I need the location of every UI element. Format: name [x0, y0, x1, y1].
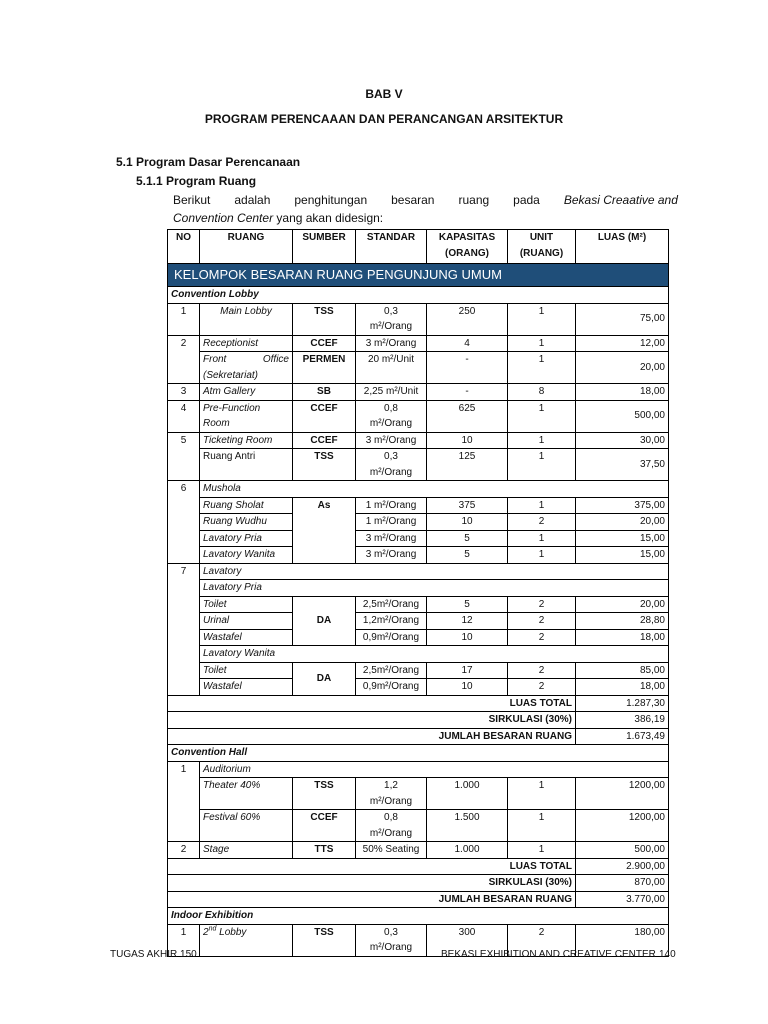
- cell-luas: 180,00: [576, 924, 669, 956]
- cell-standar: 1 m²/Orang: [356, 497, 427, 514]
- cell-ruang: Festival 60%: [200, 810, 293, 842]
- summary-label: SIRKULASI (30%): [168, 712, 576, 729]
- cell-no: 1: [168, 761, 200, 842]
- cell-sumber: DA: [293, 662, 356, 695]
- summary-label: SIRKULASI (30%): [168, 875, 576, 892]
- page-number: 140: [659, 949, 676, 960]
- cell-standar: 3 m²/Orang: [356, 530, 427, 547]
- cell-luas: 20,00: [576, 596, 669, 613]
- cell-luas: 85,00: [576, 662, 669, 679]
- cell-unit: 1: [508, 547, 576, 564]
- cell-standar: [356, 449, 427, 481]
- cell-kapasitas: 5: [427, 596, 508, 613]
- intro-word: Berikut: [173, 193, 211, 207]
- table-row: [168, 613, 669, 630]
- summary-label: LUAS TOTAL: [168, 858, 576, 875]
- cell-ruang: Wastafel: [200, 679, 293, 696]
- summary-value: 1.673,49: [576, 728, 669, 745]
- cell-kapasitas: 1.000: [427, 842, 508, 859]
- std-value: 0,8: [384, 812, 398, 823]
- cell-kapasitas: 375: [427, 497, 508, 514]
- summary-row: [168, 712, 669, 729]
- intro-italic-1: Bekasi Creaative and: [563, 193, 678, 207]
- cell-kapasitas: 125: [427, 449, 508, 481]
- cell-unit: 1: [508, 530, 576, 547]
- cell-kapasitas: 10: [427, 514, 508, 531]
- cell-sumber: PERMEN: [293, 352, 356, 384]
- cell-kapasitas: -: [427, 384, 508, 401]
- cell-luas: 500,00: [576, 400, 669, 432]
- table-row: [168, 352, 669, 384]
- std-value: 0,3: [384, 926, 398, 938]
- table-row: [168, 778, 669, 810]
- cell-luas: 1200,00: [576, 778, 669, 810]
- cell-standar: [356, 400, 427, 432]
- std-value: 0,3: [384, 451, 398, 462]
- cell-ruang: [200, 924, 293, 956]
- header-ruang: RUANG: [200, 230, 293, 264]
- cell-standar: 20 m²/Unit: [356, 352, 427, 384]
- cell-sumber: DA: [293, 596, 356, 646]
- std-value: 0,8: [384, 402, 398, 414]
- table-row: [168, 810, 669, 842]
- cell-kapasitas: 1.500: [427, 810, 508, 842]
- cell-standar: 2,5m²/Orang: [356, 596, 427, 613]
- table-row: [168, 530, 669, 547]
- cell-standar: 0,9m²/Orang: [356, 629, 427, 646]
- cell-unit: 1: [508, 778, 576, 810]
- subsection-heading: 5.1.1 Program Ruang: [136, 174, 257, 188]
- cell-standar: 50% Seating: [356, 842, 427, 859]
- cell-no: 1: [168, 303, 200, 335]
- cell-standar: 3 m²/Orang: [356, 335, 427, 352]
- cell-standar: 2,5m²/Orang: [356, 662, 427, 679]
- header-no: NO: [168, 230, 200, 264]
- cell-sumber: CCEF: [293, 335, 356, 352]
- cell-no: 1: [168, 924, 200, 956]
- summary-label: LUAS TOTAL: [168, 695, 576, 712]
- cell-standar: [356, 303, 427, 335]
- cell-unit: 1: [508, 400, 576, 432]
- lobby-number: 2: [203, 926, 209, 938]
- table-row: [168, 679, 669, 696]
- cell-ruang: Lavatory Wanita: [200, 646, 669, 663]
- cell-kapasitas: 5: [427, 530, 508, 547]
- table-row: [168, 761, 669, 778]
- cell-kapasitas: 12: [427, 613, 508, 630]
- cell-unit: 1: [508, 335, 576, 352]
- cell-luas: 15,00: [576, 530, 669, 547]
- cell-luas: 30,00: [576, 432, 669, 449]
- cell-standar: 3 m²/Orang: [356, 432, 427, 449]
- cell-ruang: Ruang Wudhu: [200, 514, 293, 531]
- std-unit: m²/Orang: [369, 942, 413, 953]
- header-kapasitas: KAPASITAS (ORANG): [427, 230, 508, 264]
- summary-row: [168, 875, 669, 892]
- std-unit: m²/Orang: [369, 795, 413, 807]
- cell-no: 5: [168, 432, 200, 481]
- cell-unit: 2: [508, 514, 576, 531]
- cell-luas: 75,00: [576, 303, 669, 335]
- cell-no: 7: [168, 563, 200, 695]
- subgroup-row: [168, 908, 669, 925]
- cell-standar: 0,9m²/Orang: [356, 679, 427, 696]
- summary-label: JUMLAH BESARAN RUANG: [168, 891, 576, 908]
- cell-standar: 2,25 m²/Unit: [356, 384, 427, 401]
- cell-luas: 18,00: [576, 629, 669, 646]
- cell-ruang: Wastafel: [200, 629, 293, 646]
- cell-ruang: Main Lobby: [200, 303, 293, 335]
- subgroup-row: [168, 287, 669, 304]
- cell-standar: 1 m²/Orang: [356, 514, 427, 531]
- summary-label: JUMLAH BESARAN RUANG: [168, 728, 576, 745]
- cell-unit: 1: [508, 842, 576, 859]
- cell-kapasitas: 250: [427, 303, 508, 335]
- lobby-label: Lobby: [216, 926, 247, 938]
- cell-unit: 8: [508, 384, 576, 401]
- cell-ruang: Receptionist: [200, 335, 293, 352]
- intro-word: ruang: [458, 193, 490, 207]
- table-row: [168, 580, 669, 597]
- cell-sumber: CCEF: [293, 400, 356, 432]
- cell-kapasitas: 17: [427, 662, 508, 679]
- subgroup-title: Indoor Exhibition: [168, 908, 669, 925]
- cell-ruang: Pre-Function Room: [200, 400, 293, 432]
- summary-row: [168, 891, 669, 908]
- cell-luas: 20,00: [576, 514, 669, 531]
- cell-ruang: Lavatory Pria: [200, 580, 669, 597]
- cell-standar: 1,2m²/Orang: [356, 613, 427, 630]
- lobby-ordinal: nd: [208, 925, 217, 933]
- cell-luas: 375,00: [576, 497, 669, 514]
- table-row: [168, 432, 669, 449]
- footer-left: TUGAS AKHIR 150: [110, 949, 197, 960]
- header-sumber: SUMBER: [293, 230, 356, 264]
- cell-ruang: Toilet: [200, 662, 293, 679]
- std-value: 1,2: [384, 780, 398, 791]
- cell-unit: 2: [508, 613, 576, 630]
- cell-ruang: Toilet: [200, 596, 293, 613]
- cell-kapasitas: 10: [427, 432, 508, 449]
- std-value: 0,3: [384, 305, 398, 317]
- subgroup-row: [168, 745, 669, 762]
- cell-standar: [356, 924, 427, 956]
- cell-ruang: Theater 40%: [200, 778, 293, 810]
- footer-right: BEKASI EXHIBITION AND CREATIVE CENTER: [441, 949, 656, 960]
- table-row: [168, 514, 669, 531]
- cell-unit: 1: [508, 810, 576, 842]
- cell-ruang: Lavatory: [200, 563, 669, 580]
- cell-no: 2: [168, 335, 200, 384]
- table-row: [168, 842, 669, 859]
- summary-value: 386,19: [576, 712, 669, 729]
- cell-unit: 1: [508, 352, 576, 384]
- subgroup-title: Convention Lobby: [168, 287, 669, 304]
- table-header-row: [168, 230, 669, 264]
- cell-kapasitas: 1.000: [427, 778, 508, 810]
- intro-rest: yang akan didesign:: [273, 211, 384, 225]
- std-unit: m²/Orang: [369, 466, 413, 478]
- cell-unit: 2: [508, 629, 576, 646]
- cell-ruang: Urinal: [200, 613, 293, 630]
- cell-luas: 1200,00: [576, 810, 669, 842]
- cell-luas: 28,80: [576, 613, 669, 630]
- summary-row: [168, 695, 669, 712]
- cell-unit: 2: [508, 679, 576, 696]
- cell-standar: [356, 778, 427, 810]
- cell-ruang: Auditorium: [200, 761, 669, 778]
- group-row: [168, 264, 669, 287]
- intro-word: penghitungan: [294, 193, 368, 207]
- cell-kapasitas: 625: [427, 400, 508, 432]
- cell-no: 6: [168, 481, 200, 564]
- std-unit: m²/Orang: [369, 827, 413, 839]
- cell-ruang: Ticketing Room: [200, 432, 293, 449]
- cell-sumber: TTS: [293, 842, 356, 859]
- summary-row: [168, 728, 669, 745]
- cell-ruang: Lavatory Wanita: [200, 547, 293, 564]
- subgroup-title: Convention Hall: [168, 745, 669, 762]
- chapter-heading: BAB V: [365, 87, 403, 101]
- summary-value: 3.770,00: [576, 891, 669, 908]
- cell-sumber: TSS: [293, 303, 356, 335]
- cell-unit: 1: [508, 449, 576, 481]
- cell-unit: 2: [508, 662, 576, 679]
- intro-line-2: [173, 209, 678, 227]
- table-row: [168, 547, 669, 564]
- intro-word: besaran: [391, 193, 435, 207]
- summary-row: [168, 858, 669, 875]
- cell-luas: 37,50: [576, 449, 669, 481]
- table-row: [168, 335, 669, 352]
- table-row: [168, 497, 669, 514]
- table-row: [168, 481, 669, 498]
- cell-ruang: Lavatory Pria: [200, 530, 293, 547]
- cell-unit: 1: [508, 497, 576, 514]
- cell-luas: 18,00: [576, 384, 669, 401]
- cell-ruang: Ruang Sholat: [200, 497, 293, 514]
- cell-kapasitas: 4: [427, 335, 508, 352]
- cell-kapasitas: 300: [427, 924, 508, 956]
- cell-ruang: Atm Gallery: [200, 384, 293, 401]
- intro-word: adalah: [234, 193, 271, 207]
- cell-ruang: Stage: [200, 842, 293, 859]
- cell-standar: [356, 810, 427, 842]
- cell-kapasitas: 10: [427, 679, 508, 696]
- cell-luas: 20,00: [576, 352, 669, 384]
- table-row: [168, 400, 669, 432]
- cell-sumber: SB: [293, 384, 356, 401]
- chapter-title: PROGRAM PERENCAAAN DAN PERANCANGAN ARSITEKTUR: [204, 112, 564, 126]
- cell-standar: 3 m²/Orang: [356, 547, 427, 564]
- cell-no: 3: [168, 384, 200, 401]
- cell-luas: 18,00: [576, 679, 669, 696]
- cell-sumber: CCEF: [293, 810, 356, 842]
- table-row: [168, 662, 669, 679]
- cell-sumber: CCEF: [293, 432, 356, 449]
- header-unit: UNIT (RUANG): [508, 230, 576, 264]
- intro-paragraph: [173, 191, 678, 227]
- table-row: [168, 563, 669, 580]
- header-luas: LUAS (M²): [576, 230, 669, 264]
- summary-value: 1.287,30: [576, 695, 669, 712]
- cell-sumber: TSS: [293, 449, 356, 481]
- table-row: [168, 629, 669, 646]
- cell-ruang: Front Office (Sekretariat): [200, 352, 293, 384]
- cell-kapasitas: 5: [427, 547, 508, 564]
- cell-unit: 2: [508, 924, 576, 956]
- cell-unit: 2: [508, 596, 576, 613]
- section-heading: 5.1 Program Dasar Perencanaan: [116, 155, 301, 169]
- cell-sumber: As: [293, 497, 356, 563]
- std-unit: m²/Orang: [369, 321, 413, 332]
- cell-sumber: TSS: [293, 924, 356, 956]
- table-row: [168, 303, 669, 335]
- summary-value: 2.900,00: [576, 858, 669, 875]
- cell-ruang: Mushola: [200, 481, 669, 498]
- cell-kapasitas: -: [427, 352, 508, 384]
- intro-line-1: [173, 191, 678, 209]
- table-row: [168, 384, 669, 401]
- group-title: KELOMPOK BESARAN RUANG PENGUNJUNG UMUM: [168, 264, 669, 287]
- cell-unit: 1: [508, 303, 576, 335]
- cell-sumber: TSS: [293, 778, 356, 810]
- intro-word: pada: [513, 193, 540, 207]
- table-row: [168, 646, 669, 663]
- cell-luas: 12,00: [576, 335, 669, 352]
- cell-ruang: Ruang Antri: [200, 449, 293, 481]
- cell-unit: 1: [508, 432, 576, 449]
- std-unit: m²/Orang: [369, 418, 413, 429]
- intro-italic-2: Convention Center: [173, 211, 274, 225]
- cell-kapasitas: 10: [427, 629, 508, 646]
- cell-no: 2: [168, 842, 200, 859]
- table-row: [168, 449, 669, 481]
- cell-luas: 500,00: [576, 842, 669, 859]
- space-program-table: [167, 229, 669, 957]
- summary-value: 870,00: [576, 875, 669, 892]
- table-row: [168, 596, 669, 613]
- header-standar: STANDAR: [356, 230, 427, 264]
- cell-luas: 15,00: [576, 547, 669, 564]
- cell-no: 4: [168, 400, 200, 432]
